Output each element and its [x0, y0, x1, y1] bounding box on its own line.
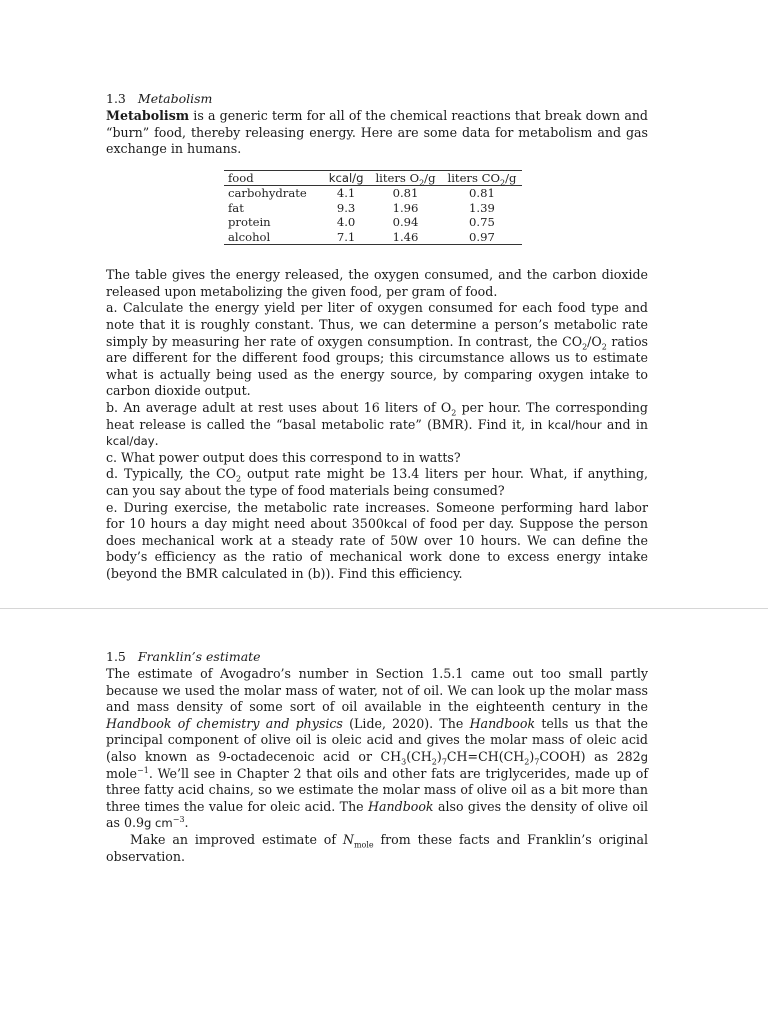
section-franklins-estimate: [106, 648, 648, 865]
table-header-row: [224, 170, 522, 186]
question-b: b. An average adult at rest uses about 16 liters of $O_2$ per hour. The corresponding heat release is called the “basal metabolic rate” (BMR). Find it, in kcal/hour and in kcal/day.: [106, 400, 649, 449]
section-metabolism: [106, 90, 648, 583]
question-e: e. During exercise, the metabolic rate increases. Someone performing hard labor for 10 hours a day might need about 3500kcal of food per day. Suppose the person does mechanical work at a steady rate of 50W over 10 hours. We can define the body’s efficiency as the ratio of mechanical work done to excess energy intake (beyond the BMR calculated in (b)). Find this efficiency.: [106, 499, 648, 581]
col-header-o2: liters $O_2/g$: [375, 170, 436, 188]
page-divider: [0, 608, 768, 609]
table-explanation: The table gives the energy released, the oxygen consumed, and the carbon dioxide released upon metabolizing the given food, per gram of food.: [106, 267, 648, 299]
table-row: [224, 186, 522, 201]
table-row: [224, 230, 522, 245]
cell-kcal: 4.1: [336, 186, 356, 201]
cell-kcal: 9.3: [336, 200, 356, 215]
cell-co2: 1.39: [469, 200, 495, 215]
section-title: Franklin’s estimate: [137, 649, 261, 664]
section-heading: [106, 90, 648, 108]
intro-paragraph: Metabolism is a generic term for all of the chemical reactions that break down and “burn” food, thereby releasing energy. Here are some data for metabolism and gas exchange in humans.: [106, 108, 648, 157]
section-title: Metabolism: [137, 91, 213, 106]
cell-food: alcohol: [228, 229, 271, 244]
cell-o2: 0.94: [392, 215, 419, 230]
question-paragraph: Make an improved estimate of $N_{mole}$ from these facts and Franklin’s original observation.: [106, 831, 648, 864]
cell-co2: 0.75: [469, 215, 495, 230]
question-d: d. Typically, the $CO_2$ output rate might be 13.4 liters per hour. What, if anything, can you say about the type of food materials being consumed?: [106, 466, 649, 498]
metabolism-table: [224, 170, 522, 246]
cell-food: fat: [228, 200, 244, 215]
cell-kcal: 7.1: [336, 229, 356, 244]
table-row: [224, 215, 522, 230]
cell-co2: 0.81: [469, 186, 495, 201]
cell-co2: 0.97: [469, 229, 495, 244]
bold-term: Metabolism: [106, 108, 190, 123]
cell-o2: 1.96: [392, 200, 419, 215]
table-row: [224, 201, 522, 216]
body-paragraph: The estimate of Avogadro’s number in Section 1.5.1 came out too small partly because we used the molar mass of water, not of oil. We can look up the molar mass and mass density of some sort of oil available in the eighteenth century in the Handbook of chemistry and physics (Lide, 2020). The Handbook tells us that the principal component of olive oil is oleic acid and gives the molar mass of oleic acid (also known as 9-octadecenoic acid or $CH_3(CH_2)_7CH=CH(CH_2)_7COOH$) as 282g mole$^{-1}$. We’ll see in Chapter 2 that oils and other fats are triglycerides, made up of three fatty acid chains, so we estimate the molar mass of olive oil as a bit more than three times the value for oleic acid. The Handbook also gives the density of olive oil as 0.9g $cm^{-3}$.: [106, 666, 649, 831]
question-c: c. What power output does this correspond to in watts?: [106, 449, 461, 465]
cell-food: carbohydrate: [228, 186, 307, 201]
question-a: a. Calculate the energy yield per liter of oxygen consumed for each food type and note that it is roughly constant. Thus, we can determine a person’s metabolic rate simply by measuring her rate of oxygen consumption. In contrast, the $CO_2/O_2$ ratios are different for the different food groups; this circumstance allows us to estimate what is actually being used as the energy source, by comparing oxygen intake to carbon dioxide output.: [106, 300, 649, 399]
section-heading: [106, 648, 648, 666]
section-number: 1.3: [106, 91, 126, 106]
cell-kcal: 4.0: [336, 215, 356, 230]
col-header-food: food: [228, 170, 254, 185]
cell-o2: 0.81: [392, 186, 419, 201]
col-header-kcal: kcal/g: [328, 170, 364, 185]
cell-o2: 1.46: [392, 229, 419, 244]
col-header-co2: liters $CO_2/g$: [447, 170, 517, 188]
section-number: 1.5: [106, 649, 126, 664]
cell-food: protein: [228, 215, 271, 230]
